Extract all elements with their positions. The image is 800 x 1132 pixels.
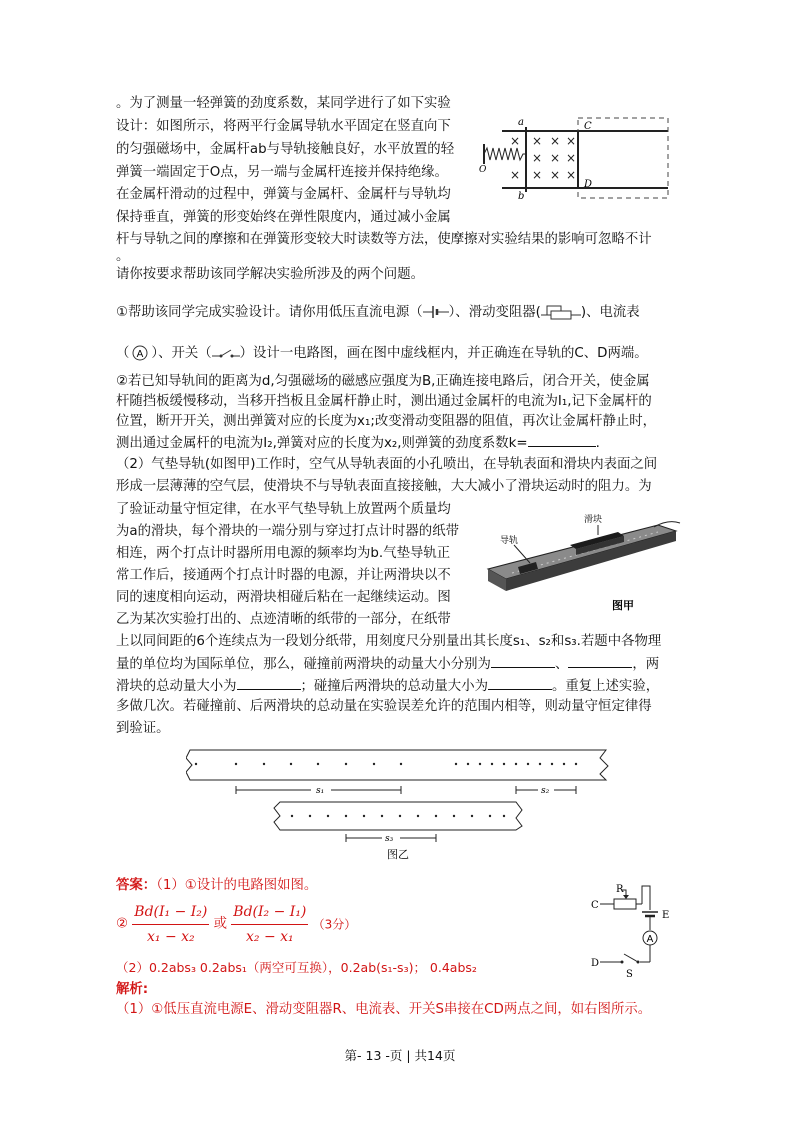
text-line: 。	[116, 249, 130, 264]
answer-line: 答案：（1）①设计的电路图如图。	[116, 878, 318, 893]
label-a: a	[518, 117, 524, 128]
battery-icon	[423, 304, 449, 320]
page-footer: 第- 13 -页 | 共14页	[344, 1048, 456, 1063]
text-line: 。为了测量一轻弹簧的劲度系数，某同学进行了如下实验	[116, 96, 451, 111]
text-line: 乙为某次实验打出的、点迹清晰的纸带的一部分，在纸带	[116, 612, 451, 627]
answer-part2: （2）0.2abs₃ 0.2abs₁（两空可互换），0.2ab(s₁-s₃)； 0.4abs₂	[116, 960, 477, 975]
answer-blank	[488, 675, 552, 690]
text-line: 滑块的总动量大小为 ；碰撞后两滑块的总动量大小为 。重复上述实验，	[116, 675, 659, 697]
analysis-line: （1）①低压直流电源E、滑动变阻器R、电流表、开关S串接在CD两点之间，如右图所示。	[116, 1002, 652, 1017]
svg-text:×: ×	[566, 151, 577, 165]
circuit-label-d: D	[591, 958, 600, 969]
circuit-label-e: E	[662, 910, 670, 921]
text-line: 相连，两个打点计时器所用电源的频率均为b.气垫导轨正	[116, 546, 451, 561]
text-line: 为a的滑块，每个滑块的一端分别与穿过打点计时器的纸带	[116, 524, 459, 539]
analysis-label: 解析:	[116, 982, 149, 997]
rheostat-icon	[541, 303, 581, 321]
s1-label: s₁	[316, 786, 325, 796]
svg-text:×: ×	[532, 134, 543, 148]
text-line: 多做几次。若碰撞前、后两滑块的总动量在实验误差允许的范围内相等，则动量守恒定律得	[116, 699, 652, 714]
formula-fraction-1: $\frac{\text{Bd(I₁ − I₂)}}{\text{x₁ − x₂}}$	[132, 900, 209, 949]
formula-fraction-2: $\frac{\text{Bd(I₂ − I₁)}}{\text{x₂ − x₁}}$	[231, 900, 308, 949]
circuit-label-c: C	[591, 900, 599, 911]
text-line: 测出通过金属杆的电流为I₂,弹簧对应的长度为x₂,则弹簧的劲度系数k= .	[116, 432, 600, 454]
text-line: （2）气垫导轨(如图甲)工作时，空气从导轨表面的小孔喷出，在导轨表面和滑块内表面之间	[116, 457, 658, 472]
svg-text:×: ×	[532, 151, 543, 165]
circuit-label-s: S	[626, 969, 633, 980]
text-line: 杆随挡板缓慢移动，当移开挡板且金属杆静止时，测出通过金属杆的电流为I₁,记下金属杆的	[116, 394, 652, 409]
ammeter-icon	[129, 343, 151, 363]
text-line: 同的速度相向运动，两滑块相碰后粘在一起继续运动。图	[116, 590, 451, 605]
text-line: 位置，断开开关，测出弹簧对应的长度为x₁;改变滑动变阻器的阻值，再次让金属杆静止时，	[116, 414, 657, 429]
svg-text:×: ×	[566, 168, 577, 182]
text-line: 到验证。	[116, 721, 170, 736]
svg-text:×: ×	[550, 151, 561, 165]
svg-text:×: ×	[550, 168, 561, 182]
rail-label: 导轨	[500, 536, 519, 546]
text-line: 常工作后，接通两个打点计时器的电源，并让两滑块以不	[116, 568, 451, 583]
s3-label: s₃	[385, 834, 394, 844]
text-line: 了验证动量守恒定律，在水平气垫导轨上放置两个质量均	[116, 502, 451, 517]
circuit-label-a: A	[646, 934, 654, 945]
label-o: O	[479, 165, 487, 175]
s2-label: s₂	[541, 786, 550, 796]
answer-formula: ② $\frac{\text{Bd(I₁ − I₂)}}{\text{x₁ − x₂}}$ 或 $\frac{\text{Bd(I₂ − I₁)}}{\text{x₂ − x₁}}$ （3分）	[116, 900, 356, 949]
text-line: 杆与导轨之间的摩擦和在弹簧形变较大时读数等方法，使摩擦对实验结果的影响可忽略不计	[116, 232, 652, 247]
text-line: 在金属杆滑动的过程中，弹簧与金属杆、金属杆与导轨均	[116, 187, 451, 202]
svg-text:×: ×	[532, 168, 543, 182]
svg-text:×: ×	[510, 168, 521, 182]
svg-text:×: ×	[550, 134, 561, 148]
text-line: 上以同间距的6个连续点为一段划分纸带，用刻度尺分别量出其长度s₁、s₂和s₃.若题中各物理	[116, 634, 662, 649]
answer-blank	[237, 675, 301, 690]
svg-text:×: ×	[566, 134, 577, 148]
label-b: b	[518, 191, 525, 200]
magnetic-field-figure	[478, 112, 678, 200]
question-1-line: ①帮助该同学完成实验设计。请你用低压直流电源（ ）、滑动变阻器( )、电流表	[116, 305, 640, 320]
air-track-figure	[478, 505, 684, 617]
text-line: 保持垂直，弹簧的形变始终在弹性限度内，通过减小金属	[116, 210, 451, 225]
answer-blank	[568, 653, 632, 668]
circuit-diagram	[586, 880, 696, 980]
label-d: D	[584, 179, 593, 190]
answer-label: 答案：	[116, 878, 157, 893]
text-line: 量的单位均为国际单位，那么，碰撞前两滑块的动量大小分别为 、 ，两	[116, 653, 659, 675]
slider-label: 滑块	[584, 515, 603, 525]
text-line: 的匀强磁场中，金属杆ab与导轨接触良好，水平放置的轻	[116, 142, 455, 157]
text-line: 形成一层薄薄的空气层，使滑块不与导轨表面直接接触，大大减小了滑块运动时的阻力。为	[116, 479, 652, 494]
answer-blank	[491, 653, 555, 668]
switch-icon	[212, 346, 240, 360]
label-c: C	[584, 121, 592, 132]
paper-tape-figure	[186, 744, 616, 864]
figure-yi-caption: 图乙	[387, 848, 409, 861]
svg-text:A: A	[137, 349, 144, 360]
svg-text:×: ×	[510, 134, 521, 148]
text-line: ②若已知导轨间的距离为d,匀强磁场的磁感应强度为B,正确连接电路后，闭合开关，使金属	[116, 374, 650, 389]
text-line: 请你按要求帮助该同学解决实验所涉及的两个问题。	[116, 267, 424, 282]
circuit-label-r: R	[616, 884, 624, 895]
answer-blank	[528, 432, 596, 447]
figure-jia-caption: 图甲	[612, 599, 634, 612]
text-line: 设计：如图所示，将两平行金属导轨水平固定在竖直向下	[116, 119, 451, 134]
question-1-line2: （ A ）、开关（ ）设计一电路图，画在图中虚线框内，并正确连在导轨的C、D两端。	[116, 343, 648, 364]
text-line: 弹簧一端固定于O点，另一端与金属杆连接并保持绝缘。	[116, 165, 448, 180]
